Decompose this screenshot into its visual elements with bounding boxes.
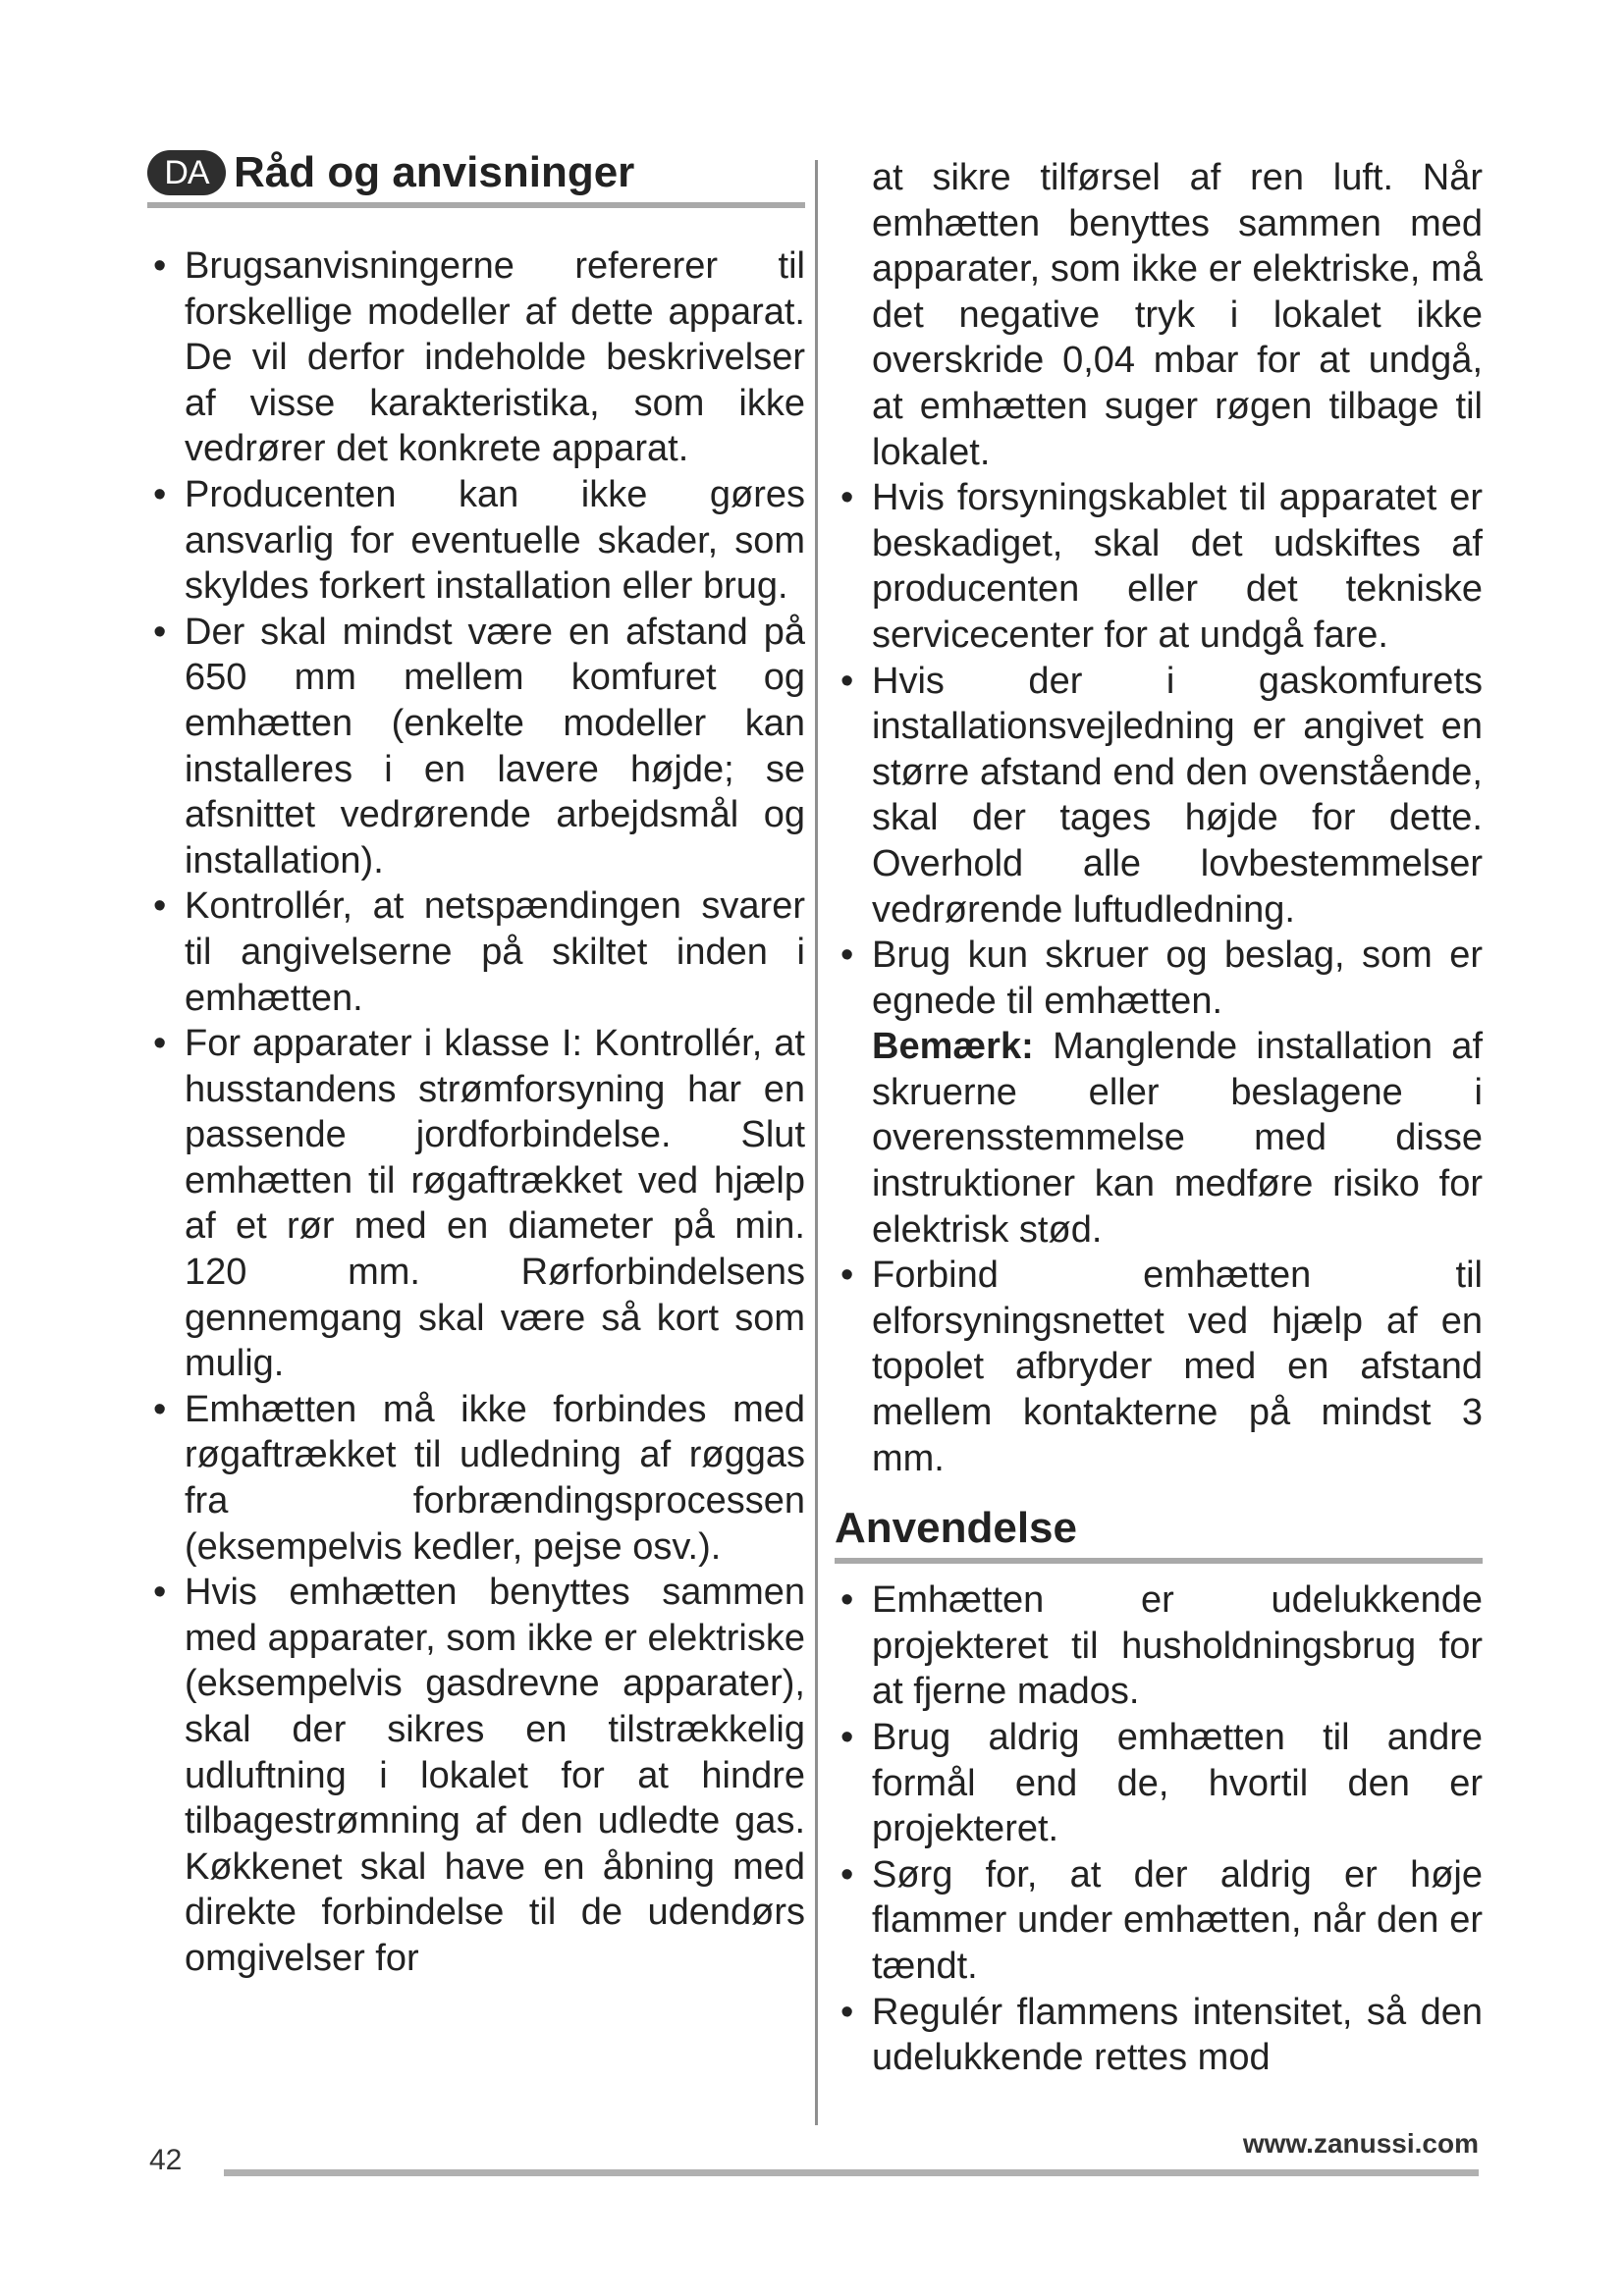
advice-list-continued bbox=[835, 475, 1483, 1481]
section-usage bbox=[835, 1503, 1483, 2081]
list-item: • Regulér flammens intensitet, så den udelukkende rettes mod bbox=[835, 1990, 1483, 2081]
advice-list bbox=[147, 243, 805, 1982]
note-label: Bemærk: bbox=[872, 1026, 1034, 1068]
list-item: • Hvis der i gaskomfurets installationsvejledning er angivet en større afstand end den ovenstående, skal der tages højde for dette. Overhold alle lovbestemmelser vedrørende luftudledning. bbox=[835, 659, 1483, 934]
list-item: • Emhætten er udelukkende projekteret til husholdningsbrug for at fjerne mados. bbox=[835, 1577, 1483, 1715]
section-header-usage bbox=[835, 1503, 1483, 1564]
list-item: • Brug aldrig emhætten til andre formål end de, hvortil den er projekteret. bbox=[835, 1715, 1483, 1852]
list-item bbox=[835, 933, 1483, 1253]
list-item: • Producenten kan ikke gøres ansvarlig for eventuelle skader, som skyldes forkert installation eller brug. bbox=[147, 472, 805, 610]
list-item: • Sørg for, at der aldrig er høje flammer under emhætten, når den er tændt. bbox=[835, 1852, 1483, 1990]
section-title: Anvendelse bbox=[835, 1504, 1077, 1553]
section-title: Råd og anvisninger bbox=[234, 148, 635, 196]
note-text: Manglende installation af skruerne eller beslagene i overensstemmelse med disse instruktioner kan medføre risiko for elektrisk stød. bbox=[872, 1026, 1483, 1251]
left-column bbox=[147, 147, 805, 1982]
list-item: • Kontrollér, at netspændingen svarer til angivelserne på skiltet inden i emhætten. bbox=[147, 883, 805, 1021]
list-item: • Brugsanvisningerne refererer til forskellige modeller af dette apparat. De vil derfor indeholde beskrivelser af visse karakteristika, som ikke vedrører det konkrete apparat. bbox=[147, 243, 805, 472]
list-item: • Hvis emhætten benyttes sammen med apparater, som ikke er elektriske (eksempelvis gasdrevne apparater), skal der sikres en tilstrækkelig udluftning i lokalet for at hindre tilbagestrømning af den udledte gas. Køkkenet skal have en åbning med direkte forbindelse til de udendørs omgivelser for bbox=[147, 1570, 805, 1981]
list-item: • Hvis forsyningskablet til apparatet er beskadiget, skal det udskiftes af producenten eller det tekniske servicecenter for at undgå fare. bbox=[835, 475, 1483, 658]
list-item: • Der skal mindst være en afstand på 650 mm mellem komfuret og emhætten (enkelte modeller kan installeres i en lavere højde; se afsnittet vedrørende arbejdsmål og installation). bbox=[147, 610, 805, 884]
footer-url: www.zanussi.com bbox=[1242, 2128, 1479, 2159]
right-column bbox=[835, 155, 1483, 2081]
usage-list bbox=[835, 1577, 1483, 2081]
section-rule bbox=[835, 1558, 1483, 1564]
section-header-advice bbox=[147, 147, 805, 208]
page-number: 42 bbox=[149, 2144, 183, 2176]
column-divider bbox=[815, 160, 818, 2125]
section-rule bbox=[147, 202, 805, 208]
list-item-text: Brug kun skruer og beslag, som er egnede til emhætten. bbox=[872, 934, 1483, 1022]
list-item: • For apparater i klasse I: Kontrollér, at husstandens strømforsyning har en passende jordforbindelse. Slut emhætten til røgaftrækket ved hjælp af et rør med en diameter på min. 120 mm. Rørforbindelsens gennemgang skal være så kort som mulig. bbox=[147, 1021, 805, 1387]
list-item: • Forbind emhætten til elforsyningsnettet ved hjælp af en topolet afbryder med en afstand mellem kontakterne på mindst 3 mm. bbox=[835, 1253, 1483, 1481]
language-badge: DA bbox=[147, 150, 226, 195]
footer-rule bbox=[224, 2169, 1479, 2176]
continued-paragraph: at sikre tilførsel af ren luft. Når emhætten benyttes sammen med apparater, som ikke er elektriske, må det negative tryk i lokalet ikke overskride 0,04 mbar for at undgå, at emhætten suger røgen tilbage til lokalet. bbox=[872, 157, 1483, 473]
list-item: • Emhætten må ikke forbindes med røgaftrækket til udledning af røggas fra forbrændingsprocessen (eksempelvis kedler, pejse osv.). bbox=[147, 1387, 805, 1570]
